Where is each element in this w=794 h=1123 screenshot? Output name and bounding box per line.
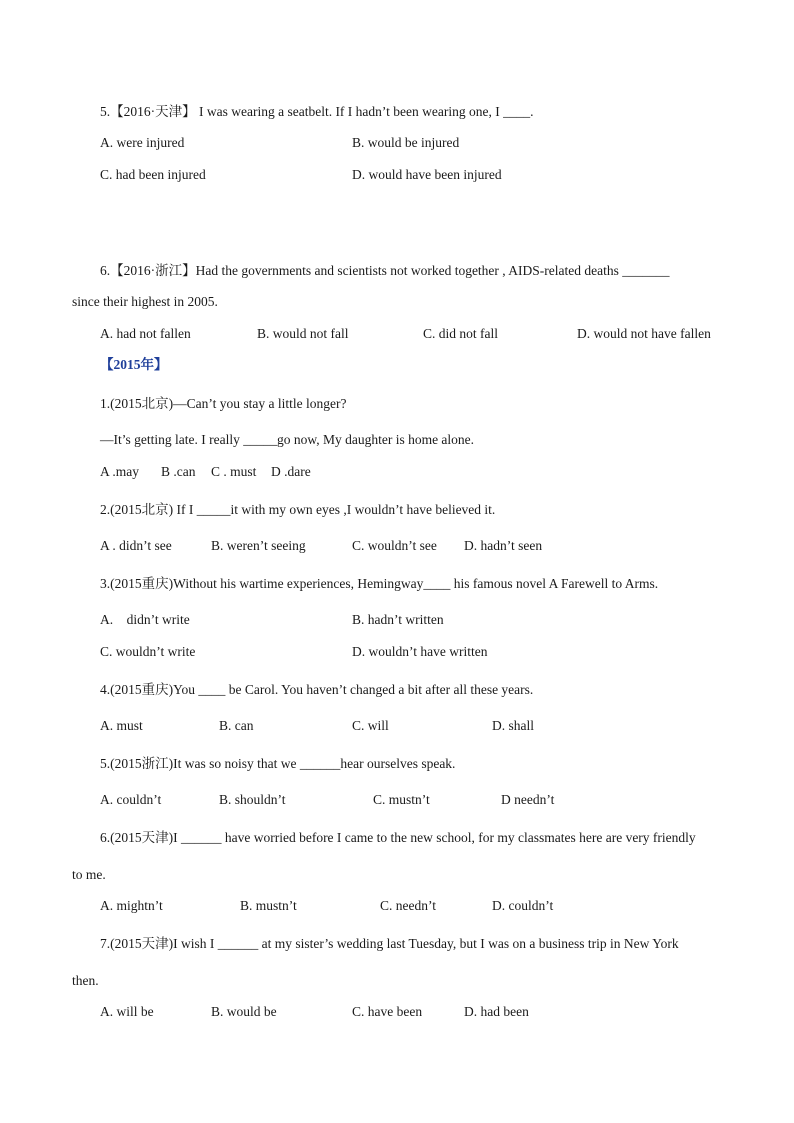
question-4-2015-stem: 4.(2015重庆)You ____ be Carol. You haven’t changed a bit after all these years.: [100, 682, 534, 697]
q1-2015-option-c: C . must: [211, 464, 257, 479]
q6-2016-option-c: C. did not fall: [423, 326, 498, 341]
q6-2015-option-c: C. needn’t: [380, 898, 436, 913]
q6-2016-option-d: D. would not have fallen: [577, 326, 711, 341]
question-6-2016-stem-line2: since their highest in 2005.: [72, 294, 218, 309]
q1-2015-option-d: D .dare: [271, 464, 311, 479]
question-6-2015-stem-line2: to me.: [72, 867, 106, 882]
q3-2015-option-a: A. didn’t write: [100, 612, 190, 627]
q5-2015-option-a: A. couldn’t: [100, 792, 162, 807]
q5-2016-option-c: C. had been injured: [100, 167, 206, 182]
q5-2015-option-d: D needn’t: [501, 792, 555, 807]
q4-2015-option-d: D. shall: [492, 718, 534, 733]
question-2-2015-stem: 2.(2015北京) If I _____it with my own eyes ,I wouldn’t have believed it.: [100, 502, 496, 517]
q4-2015-option-c: C. will: [352, 718, 389, 733]
q2-2015-option-d: D. hadn’t seen: [464, 538, 543, 553]
q3-2015-option-c: C. wouldn’t write: [100, 644, 196, 659]
question-1-2015-stem-line1: 1.(2015北京)—Can’t you stay a little longer?: [100, 396, 347, 411]
question-5-2016-stem: 5.【2016·天津】 I was wearing a seatbelt. If I hadn’t been wearing one, I ____.: [100, 104, 534, 119]
question-3-2015-stem: 3.(2015重庆)Without his wartime experiences, Hemingway____ his famous novel A Farewell to Arms.: [100, 576, 659, 591]
q4-2015-option-a: A. must: [100, 718, 143, 733]
q6-2015-option-a: A. mightn’t: [100, 898, 163, 913]
q1-2015-option-a: A .may: [100, 464, 139, 479]
q5-2016-option-b: B. would be injured: [352, 135, 460, 150]
q7-2015-option-d: D. had been: [464, 1004, 529, 1019]
q2-2015-option-b: B. weren’t seeing: [211, 538, 306, 553]
question-6-2015-stem-line1: 6.(2015天津)I ______ have worried before I came to the new school, for my classmates here are very friendly: [100, 830, 696, 845]
q2-2015-option-a: A . didn’t see: [100, 538, 172, 553]
question-7-2015-stem-line2: then.: [72, 973, 99, 988]
q6-2016-option-a: A. had not fallen: [100, 326, 191, 341]
q5-2016-option-d: D. would have been injured: [352, 167, 502, 182]
q6-2015-option-d: D. couldn’t: [492, 898, 554, 913]
q1-2015-option-b: B .can: [161, 464, 196, 479]
q7-2015-option-b: B. would be: [211, 1004, 277, 1019]
q5-2015-option-c: C. mustn’t: [373, 792, 430, 807]
q7-2015-option-c: C. have been: [352, 1004, 423, 1019]
question-7-2015-stem-line1: 7.(2015天津)I wish I ______ at my sister’s wedding last Tuesday, but I was on a business trip in New York: [100, 936, 679, 951]
question-6-2016-stem-line1: 6.【2016·浙江】Had the governments and scientists not worked together , AIDS-related deaths _______: [100, 263, 670, 278]
section-heading-2015: 【2015年】: [100, 357, 168, 372]
q5-2016-option-a: A. were injured: [100, 135, 185, 150]
q3-2015-option-b: B. hadn’t written: [352, 612, 444, 627]
question-1-2015-stem-line2: —It’s getting late. I really _____go now, My daughter is home alone.: [100, 432, 475, 447]
q7-2015-option-a: A. will be: [100, 1004, 154, 1019]
q3-2015-option-d: D. wouldn’t have written: [352, 644, 488, 659]
q6-2015-option-b: B. mustn’t: [240, 898, 297, 913]
question-5-2015-stem: 5.(2015浙江)It was so noisy that we ______hear ourselves speak.: [100, 756, 456, 771]
q2-2015-option-c: C. wouldn’t see: [352, 538, 437, 553]
q4-2015-option-b: B. can: [219, 718, 254, 733]
q5-2015-option-b: B. shouldn’t: [219, 792, 286, 807]
q6-2016-option-b: B. would not fall: [257, 326, 349, 341]
